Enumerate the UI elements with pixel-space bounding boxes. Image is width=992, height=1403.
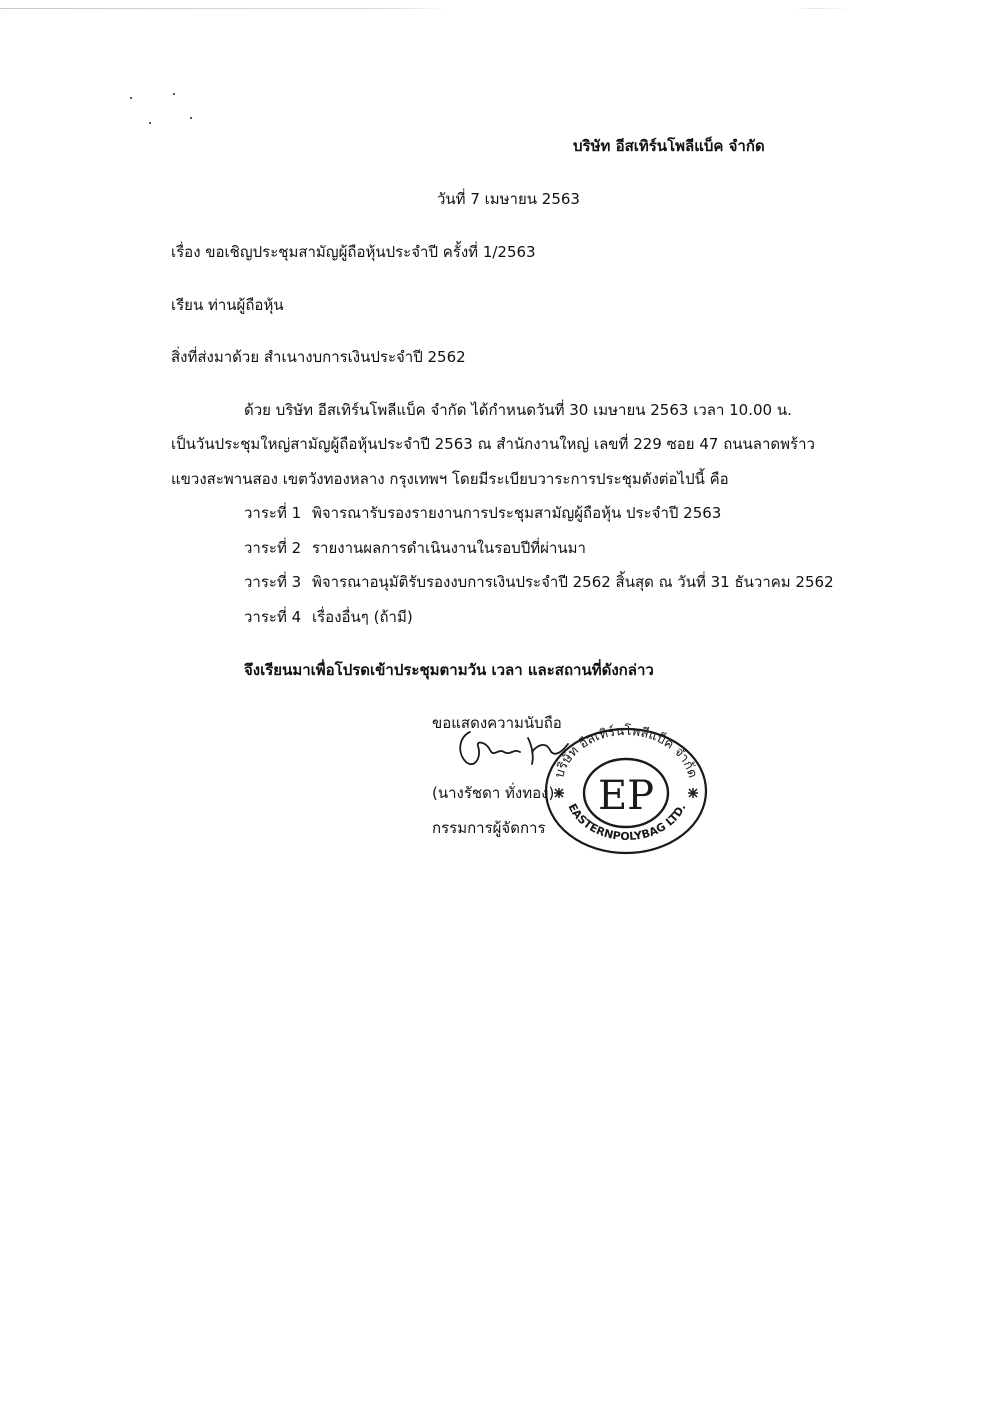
agenda-item-3 <box>244 572 834 592</box>
agenda-text: พิจารณารับรองรายงานการประชุมสามัญผู้ถือหุ้น ประจำปี 2563 <box>312 504 722 522</box>
agenda-item-4 <box>244 607 413 627</box>
scan-speck <box>173 93 175 95</box>
regards-line: ขอแสดงความนับถือ <box>432 714 562 732</box>
stamp-monogram: EP <box>597 773 655 819</box>
letter-enclosure: สิ่งที่ส่งมาด้วย สำเนางบการเงินประจำปี 2562 <box>171 348 466 366</box>
scan-speck <box>190 117 192 119</box>
signer-name: (นางรัชดา ทั่งทอง) <box>432 784 555 802</box>
company-header: บริษัท อีสเทิร์นโพลีแบ็ค จำกัด <box>573 137 765 155</box>
agenda-label: วาระที่ 2 <box>244 539 302 557</box>
closing-line: จึงเรียนมาเพื่อโปรดเข้าประชุมตามวัน เวลา และสถานที่ดังกล่าว <box>244 661 654 679</box>
scan-speck <box>149 122 151 124</box>
letter-subject: เรื่อง ขอเชิญประชุมสามัญผู้ถือหุ้นประจำปี ครั้งที่ 1/2563 <box>171 243 536 261</box>
agenda-item-1 <box>244 503 721 523</box>
signer-title: กรรมการผู้จัดการ <box>432 819 546 837</box>
agenda-label: วาระที่ 3 <box>244 573 302 591</box>
agenda-text: รายงานผลการดำเนินงานในรอบปีที่ผ่านมา <box>312 539 586 557</box>
scan-speck <box>130 97 132 99</box>
stamp-star-icon <box>554 788 564 798</box>
scan-artifact-line <box>0 8 992 9</box>
body-paragraph-line-1: ด้วย บริษัท อีสเทิร์นโพลีแบ็ค จำกัด ได้กำหนดวันที่ 30 เมษายน 2563 เวลา 10.00 น. <box>244 401 792 419</box>
agenda-item-2 <box>244 538 586 558</box>
body-paragraph-line-2: เป็นวันประชุมใหญ่สามัญผู้ถือหุ้นประจำปี 2563 ณ สำนักงานใหญ่ เลขที่ 229 ซอย 47 ถนนลาดพร้าว <box>171 435 815 453</box>
agenda-text: เรื่องอื่นๆ (ถ้ามี) <box>312 608 413 626</box>
letter-recipient: เรียน ท่านผู้ถือหุ้น <box>171 296 284 314</box>
stamp-bottom-text: EASTERNPOLYBAG LTD. <box>565 801 689 844</box>
stamp-star-icon <box>688 788 698 798</box>
letter-date: วันที่ 7 เมษายน 2563 <box>437 190 580 208</box>
body-paragraph-line-3: แขวงสะพานสอง เขตวังทองหลาง กรุงเทพฯ โดยมีระเบียบวาระการประชุมดังต่อไปนี้ คือ <box>171 470 729 488</box>
company-seal-stamp <box>540 715 710 855</box>
stamp-top-text: บริษัท อีสเทิร์นโพลีแบ็ค จำกัด <box>552 723 700 780</box>
agenda-label: วาระที่ 1 <box>244 504 302 522</box>
agenda-label: วาระที่ 4 <box>244 608 302 626</box>
agenda-text: พิจารณาอนุมัติรับรองงบการเงินประจำปี 2562 สิ้นสุด ณ วันที่ 31 ธันวาคม 2562 <box>312 573 834 591</box>
